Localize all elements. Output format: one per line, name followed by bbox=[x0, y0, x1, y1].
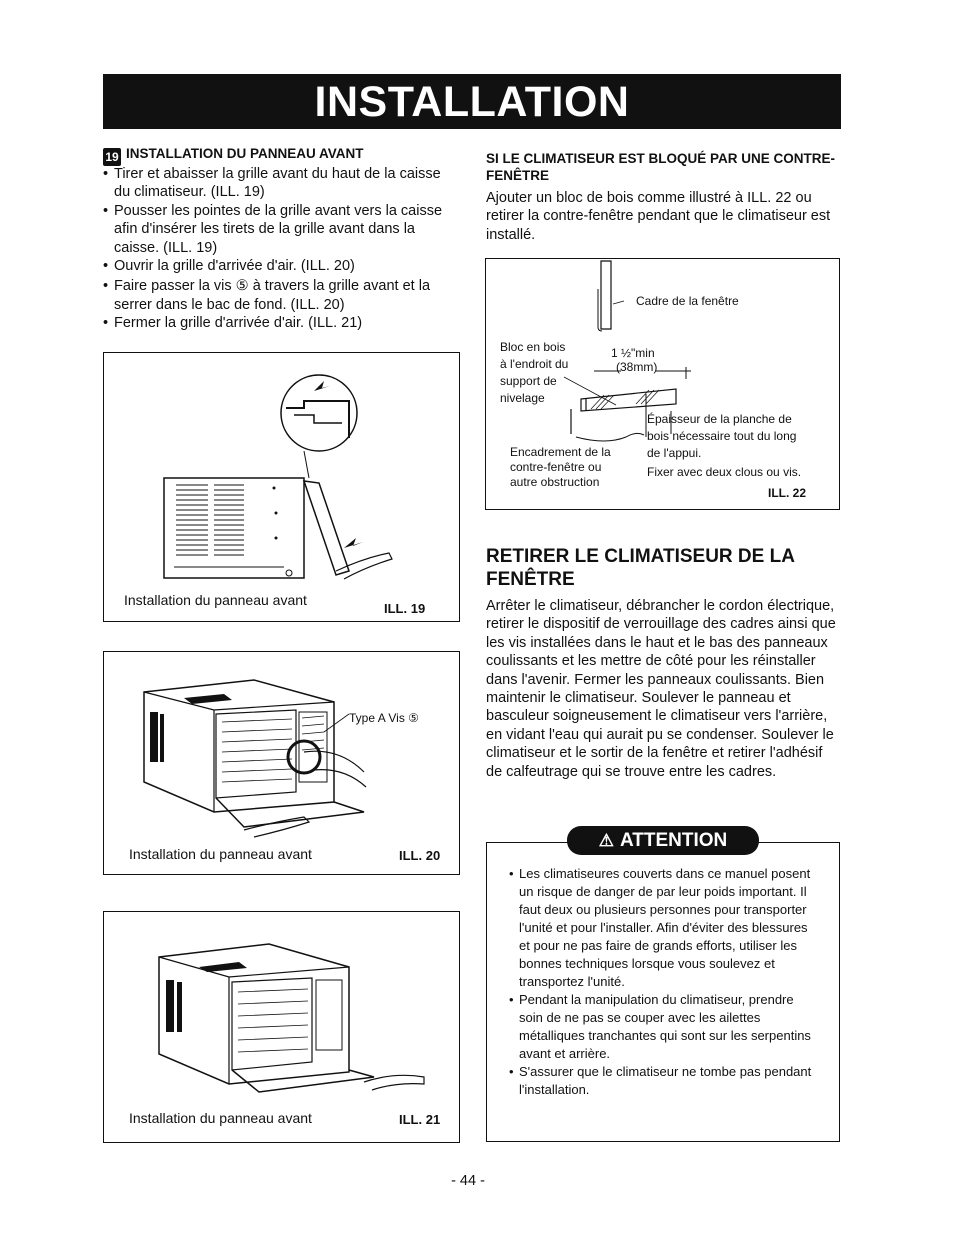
attention-title: ATTENTION bbox=[619, 830, 728, 851]
bloc-label: Bloc en bois à l'endroit du support de nivelage bbox=[500, 340, 569, 405]
figure-ill-20 bbox=[103, 651, 460, 875]
figure-ill-21 bbox=[103, 911, 460, 1143]
section-heading-retirer: RETIRER LE CLIMATISEUR DE LA FENÊTRE bbox=[486, 546, 795, 590]
cadre-label: Cadre de la fenêtre bbox=[636, 294, 739, 308]
ac-open-grille-illustration bbox=[104, 652, 458, 842]
dimension-mm-label: (38mm) bbox=[616, 360, 658, 374]
section-heading-text: INSTALLATION DU PANNEAU AVANT bbox=[126, 146, 364, 161]
figure-ill-22 bbox=[485, 258, 840, 510]
instruction-item: • Ouvrir la grille d'arrivée d'air. (ILL. 20) bbox=[103, 257, 458, 275]
ac-closed-grille-illustration bbox=[104, 912, 458, 1107]
instruction-item: • Faire passer la vis ⑤ à travers la grille avant et la serrer dans le bac de fond. (ILL. 20) bbox=[103, 277, 458, 314]
encadrement-label: Encadrement de la contre-fenêtre ou autre obstruction bbox=[510, 445, 611, 489]
paragraph-contre-fenetre: Ajouter un bloc de bois comme illustré à ILL. 22 ou retirer la contre-fenêtre pendant que le climatiseur est installé. bbox=[486, 190, 831, 243]
figure-caption: Installation du panneau avant bbox=[124, 592, 307, 608]
figure-label: ILL. 20 bbox=[399, 848, 441, 863]
instruction-item: • Fermer la grille d'arrivée d'air. (ILL. 21) bbox=[103, 314, 458, 332]
figure-caption: Installation du panneau avant bbox=[129, 846, 312, 862]
instruction-item: • Tirer et abaisser la grille avant du haut de la caisse du climatiseur. (ILL. 19) bbox=[103, 165, 458, 202]
ac-grille-illustration bbox=[104, 353, 458, 583]
epaisseur-label: Épaisseur de la planche de bois nécessaire tout du long de l'appui. bbox=[647, 412, 797, 460]
screw-callout-label: Type A Vis ⑤ bbox=[349, 711, 419, 725]
figure-caption: Installation du panneau avant bbox=[129, 1110, 312, 1126]
warning-triangle-icon: ⚠ bbox=[598, 831, 614, 850]
figure-label: ILL. 21 bbox=[399, 1112, 441, 1127]
instruction-item: • Pousser les pointes de la grille avant vers la caisse afin d'insérer les tirets de la grille avant dans la caisse. (ILL. 19) bbox=[103, 202, 458, 257]
page-number: - 44 - bbox=[451, 1173, 485, 1189]
paragraph-retirer: Arrêter le climatiseur, débrancher le cordon électrique, retirer le dispositif de verrouillage des cadres ainsi que les vis installées dans le haut et le bas des panneaux coulissants et les mettre de côté pour les réinstaller dans l'avenir. Fermer les panneaux coulissants. Bien maintenir le climatiseur. Soulever le panneau et basculeur soigneusement le climatiseur vers l'arrière, en vidant l'eau qui aurait pu se condenser. Soulever le climatiseur et le sortir de la fenêtre et retirer l'adhésif de calfeutrage qui se trouve entre les cadres. bbox=[486, 598, 836, 780]
dimension-inch-label: 1 ½"min bbox=[611, 346, 655, 360]
figure-label: ILL. 19 bbox=[384, 601, 426, 616]
section-heading-panneau bbox=[103, 145, 453, 166]
instruction-list bbox=[103, 165, 458, 333]
attention-box bbox=[486, 842, 840, 1142]
page-title-banner: INSTALLATION bbox=[103, 74, 841, 129]
figure-label: ILL. 22 bbox=[768, 486, 807, 500]
figure-ill-19 bbox=[103, 352, 460, 622]
attention-list bbox=[509, 865, 819, 1099]
fixer-label: Fixer avec deux clous ou vis. bbox=[647, 465, 802, 479]
attention-item: • Pendant la manipulation du climatiseur, prendre soin de ne pas se couper avec les ailettes métalliques tranchantes qui sont sur les serpentins avant et arrière. bbox=[509, 991, 819, 1063]
step-number-badge: 19 bbox=[103, 148, 121, 166]
attention-item: • S'assurer que le climatiseur ne tombe pas pendant l'installation. bbox=[509, 1063, 819, 1099]
section-heading-contre-fenetre: SI LE CLIMATISEUR EST BLOQUÉ PAR UNE CONTRE-FENÊTRE bbox=[486, 151, 836, 183]
attention-pill bbox=[567, 826, 759, 855]
attention-item: • Les climatiseures couverts dans ce manuel posent un risque de danger de par leur poids important. Il faut deux ou plusieurs personnes pour transporter l'unité et pour l'installer. Afin d'éviter des blessures et pour ne pas faire de grands efforts, utiliser les bonnes techniques lorsque vous soulevez et transportez l'unité. bbox=[509, 865, 819, 991]
